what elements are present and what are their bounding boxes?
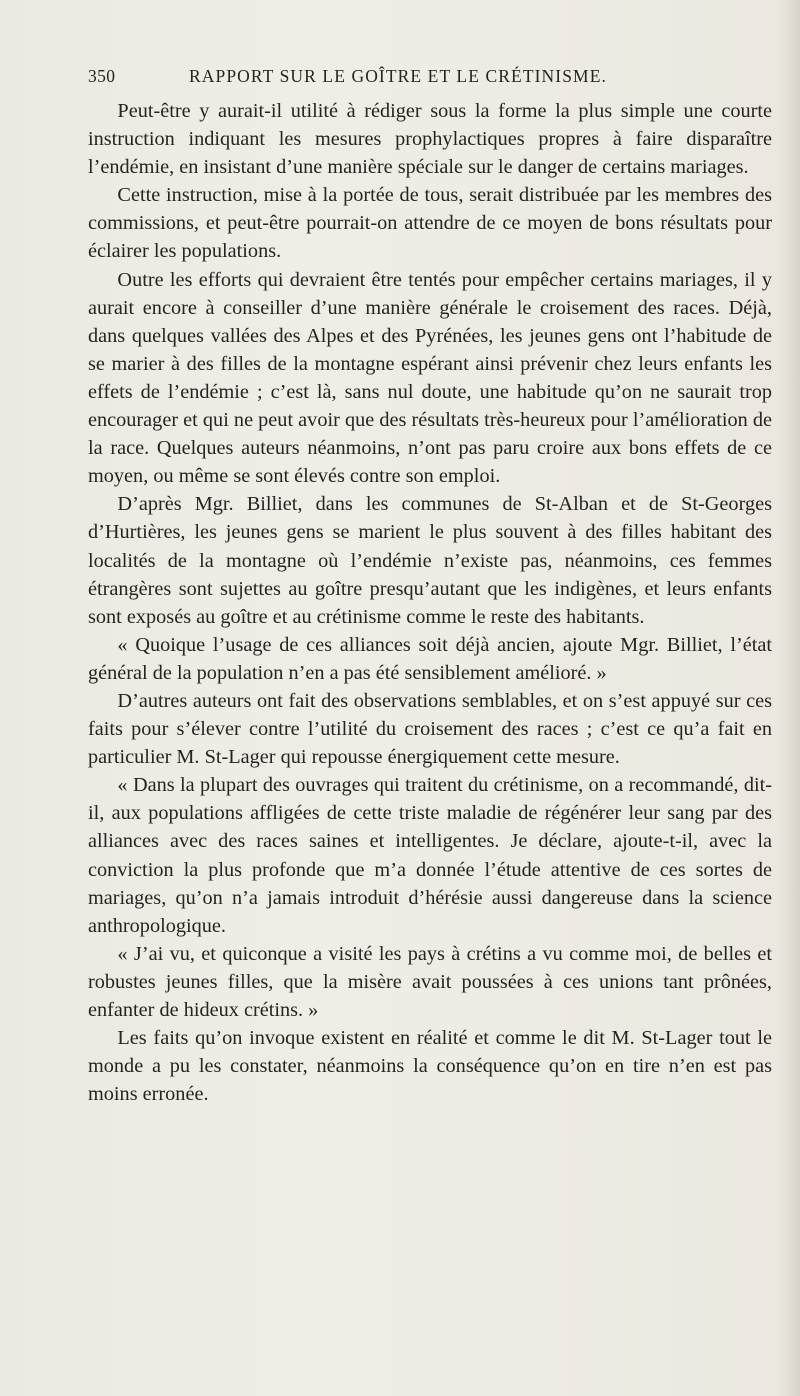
- running-title: RAPPORT SUR LE GOÎTRE ET LE CRÉTINISME.: [189, 66, 607, 86]
- page-edge-shadow: [778, 0, 800, 1396]
- paragraph-conclusion: Les faits qu’on invoque existent en réalité et comme le dit M. St-Lager tout le monde a pu les constater, néanmoins la conséquence qu’on en tire n’en est pas moins erronée.: [88, 1027, 772, 1106]
- paragraph-instruction: Peut-être y aurait-il utilité à rédiger sous la forme la plus simple une courte instruction indiquant les mesures prophylactiques propres à faire disparaître l’endémie, en insistant d’une manière spéciale sur le danger de certains mariages.: [88, 100, 772, 179]
- paragraph-croisement: Outre les efforts qui devraient être tentés pour empêcher certains mariages, il y aurait encore à conseiller d’une manière générale le croisement des races. Déjà, dans quelques vallées des Alpes et des Pyrénées, les jeunes gens ont l’habitude de se marier à des filles de la montagne espérant ainsi prévenir chez leurs enfants les effets de l’endémie ; c’est là, sans nul doute, une habitude qu’on ne saurait trop encourager et qui ne peut avoir que des résultats très-heureux pour l’amélioration de la race. Quelques auteurs néanmoins, n’ont pas paru croire aux bons effets de ce moyen, ou même se sont élevés contre son emploi.: [88, 268, 772, 488]
- paragraph-st-lager: D’autres auteurs ont fait des observations semblables, et on s’est appuyé sur ces faits pour s’élever contre l’utilité du croisement des races ; c’est ce qu’a fait en particulier M. St-Lager qui repousse énergiquement cette mesure.: [88, 689, 772, 769]
- paragraph-billiet-quote: « Quoique l’usage de ces alliances soit déjà ancien, ajoute Mgr. Billiet, l’état général de la population n’en a pas été sensiblement amélioré. »: [88, 633, 772, 684]
- page-number: 350: [88, 66, 116, 86]
- paragraph-st-lager-quote-2: « J’ai vu, et quiconque a visité les pays à crétins a vu comme moi, de belles et robustes jeunes filles, que la misère avait poussées à ces unions tant prônées, enfanter de hideux crétins. »: [88, 942, 772, 1021]
- body-text: [88, 97, 772, 1108]
- paragraph-distribution: Cette instruction, mise à la portée de tous, serait distribuée par les membres des commissions, et peut-être pourrait-on attendre de ce moyen de bons résultats pour éclairer les populations.: [88, 184, 772, 263]
- paragraph-st-lager-quote-1: « Dans la plupart des ouvrages qui traitent du crétinisme, on a recommandé, dit-il, aux populations affligées de cette triste maladie de régénérer leur sang par des alliances avec des races saines et intelligentes. Je déclare, ajoute-t-il, avec la conviction la plus profonde que m’a donnée l’étude attentive de ces sortes de mariages, qu’on n’a jamais introduit d’hérésie aussi dangereuse dans la science anthropologique.: [88, 774, 772, 937]
- paragraph-billiet: D’après Mgr. Billiet, dans les communes de St-Alban et de St-Georges d’Hurtières, les jeunes gens se marient le plus souvent à des filles habitant des localités de la montagne où l’endémie n’existe pas, néanmoins, ces femmes étrangères sont sujettes au goître presqu’autant que les indigènes, et leurs enfants sont exposés au goître et au crétinisme comme le reste des habitants.: [88, 493, 772, 628]
- running-head: [88, 66, 736, 92]
